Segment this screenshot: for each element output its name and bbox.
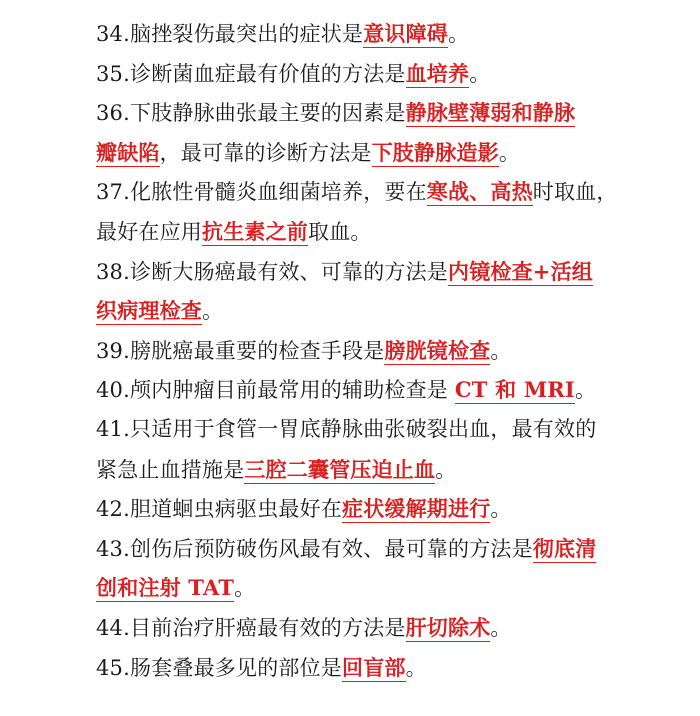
- highlighted-answer: 回盲部: [342, 654, 406, 680]
- text-line-17: [96, 648, 660, 688]
- line-text: 38.诊断大肠癌最有效、可靠的方法是: [96, 259, 448, 284]
- text-line-14: [96, 529, 660, 569]
- highlighted-answer: 内镜检查+活组: [448, 258, 593, 284]
- line-text: 。: [435, 457, 457, 482]
- line-text: 。: [490, 497, 512, 522]
- highlighted-answer: 膀胱镜检查: [384, 337, 491, 363]
- line-text: 紧急止血措施是: [96, 457, 245, 482]
- line-text: 43.创伤后预防破伤风最有效、最可靠的方法是: [96, 536, 533, 561]
- line-text: 。: [490, 338, 512, 363]
- text-line-9: [96, 331, 660, 371]
- line-text: 。: [448, 22, 470, 46]
- highlighted-answer: 抗生素之前: [202, 218, 308, 244]
- line-text: 。: [234, 576, 256, 601]
- text-line-16: [96, 608, 660, 648]
- text-line-2: [96, 54, 660, 94]
- highlighted-answer: 症状缓解期进行: [342, 496, 491, 522]
- line-text: 时取血，: [532, 180, 618, 205]
- line-text: 。: [469, 61, 491, 86]
- text-line-12: [96, 450, 660, 490]
- line-text: 。: [405, 655, 427, 680]
- line-text: 39.膀胱癌最重要的检查手段是: [96, 338, 385, 363]
- text-line-13: [96, 489, 660, 529]
- line-text: 44.目前治疗肝癌最有效的方法是: [96, 615, 406, 640]
- line-text: 37.化脓性骨髓炎血细菌培养，要在: [96, 180, 427, 205]
- line-text: 。: [490, 615, 512, 640]
- line-text: 40.颅内肿瘤目前最常用的辅助检查是: [96, 378, 455, 403]
- text-line-15: [96, 568, 660, 608]
- highlighted-answer: 下肢静脉造影: [371, 139, 499, 165]
- line-text: 41.只适用于食管一胃底静脉曲张破裂出血，最有效的: [96, 416, 597, 441]
- line-text: 35.诊断菌血症最有价值的方法是: [96, 61, 406, 86]
- line-text: 45.肠套叠最多见的部位是: [96, 655, 342, 680]
- line-text: 34.脑挫裂伤最突出的症状是: [96, 22, 364, 46]
- text-line-7: [96, 252, 660, 292]
- highlighted-answer: 意识障碍: [363, 21, 449, 46]
- highlighted-answer: 创和注射 TAT: [96, 575, 235, 601]
- text-line-11: [96, 410, 660, 450]
- text-line-1: [96, 14, 660, 54]
- line-text: 42.胆道蛔虫病驱虫最好在: [96, 497, 342, 522]
- highlighted-answer: 织病理检查: [96, 298, 202, 324]
- text-line-3: [96, 93, 660, 133]
- highlighted-answer: 肝切除术: [405, 614, 491, 640]
- line-text: 最好在应用: [96, 219, 202, 244]
- line-text: 。: [574, 378, 597, 403]
- line-text: 取血。: [308, 219, 372, 244]
- text-line-8: [96, 291, 660, 331]
- highlighted-answer: 血培养: [405, 60, 470, 86]
- line-text: 。: [498, 140, 521, 165]
- highlighted-answer: 三腔二囊管压迫止血: [244, 456, 436, 482]
- text-line-10: [96, 370, 660, 410]
- highlighted-answer: 瓣缺陷: [96, 139, 160, 165]
- text-line-4: [96, 133, 660, 173]
- text-line-5: [96, 172, 660, 212]
- line-text: ，最可靠的诊断方法是: [159, 140, 372, 165]
- line-text: 。: [202, 299, 224, 324]
- text-line-6: [96, 212, 660, 252]
- highlighted-answer: CT 和 MRI: [454, 377, 575, 403]
- highlighted-answer: 静脉壁薄弱和静脉: [405, 100, 576, 126]
- line-text: 36.下肢静脉曲张最主要的因素是: [96, 101, 406, 126]
- highlighted-answer: 寒战、高热: [426, 179, 533, 205]
- highlighted-answer: 彻底清: [532, 535, 597, 561]
